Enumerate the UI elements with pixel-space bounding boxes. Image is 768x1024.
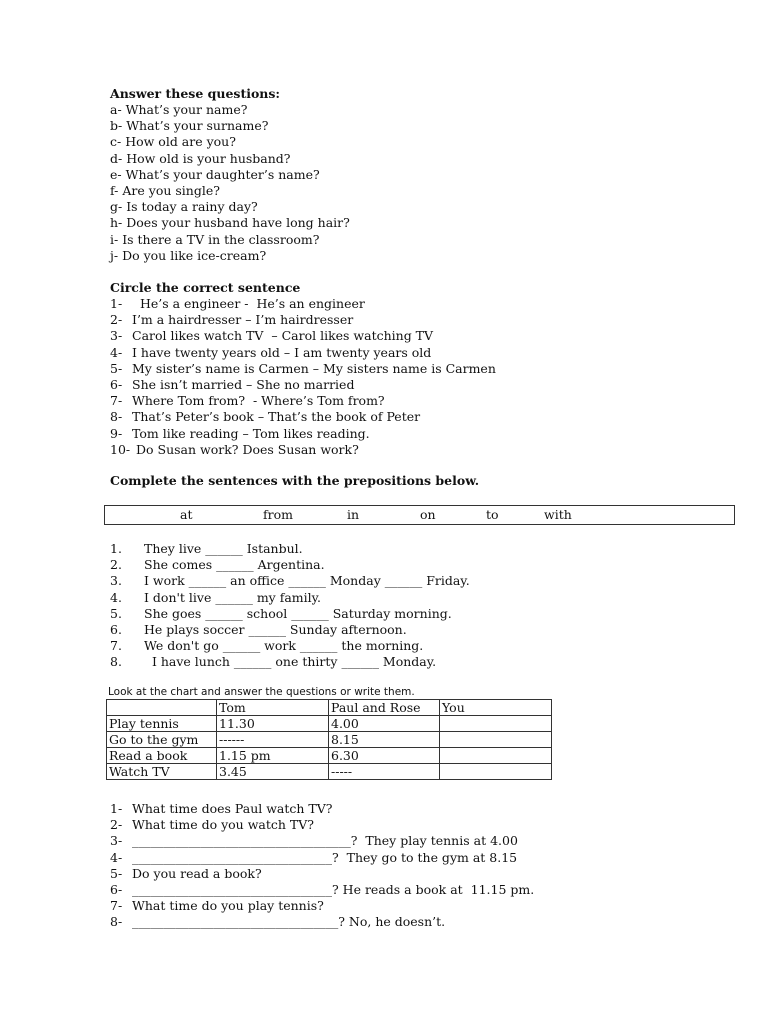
table-row [107, 748, 552, 764]
table-cell: Watch TV [107, 764, 217, 780]
table-cell: 11.30 [217, 716, 329, 732]
item-number: 8. [110, 654, 122, 670]
item-number: 5- [110, 865, 123, 881]
list-item [110, 914, 534, 930]
preposition-word: from [263, 507, 293, 522]
item-number: 2- [110, 312, 123, 328]
item-text: She comes ______ Argentina. [144, 557, 325, 573]
schedule-table [106, 699, 552, 780]
table-cell: 4.00 [329, 716, 440, 732]
item-number: 3. [110, 573, 122, 589]
item-text: She isn’t married – She no married [132, 376, 355, 392]
table-row [107, 716, 552, 732]
item-text: What time do you watch TV? [132, 817, 314, 833]
question-item: e- What’s your daughter’s name? [110, 166, 320, 182]
list-item [110, 426, 496, 442]
table-header-cell: Paul and Rose [329, 700, 440, 716]
item-text: He’s a engineer - He’s an engineer [132, 296, 365, 311]
question-item: f- Are you single? [110, 182, 220, 198]
table-row [107, 764, 552, 780]
item-text: Tom like reading – Tom likes reading. [132, 425, 370, 441]
prepositions-box [104, 505, 735, 525]
item-number: 1. [110, 541, 122, 556]
item-text: I have twenty years old – I am twenty years old [132, 344, 432, 360]
item-number: 8- [110, 409, 123, 425]
list-item [110, 361, 496, 377]
chart-questions-list [110, 801, 534, 931]
table-header-cell: Tom [217, 700, 329, 716]
item-number: 3- [110, 328, 123, 344]
table-cell: Go to the gym [107, 732, 217, 748]
table-cell: 6.30 [329, 748, 440, 764]
table-row [107, 732, 552, 748]
item-number: 4. [110, 589, 122, 605]
item-number: 8- [110, 914, 123, 930]
item-text: He plays soccer ______ Sunday afternoon. [144, 621, 407, 637]
question-item: c- How old are you? [110, 134, 236, 150]
item-text: She goes ______ school ______ Saturday morning. [144, 605, 452, 621]
preposition-word: at [180, 507, 193, 522]
preposition-word: on [420, 507, 436, 522]
item-text: I’m a hairdresser – I’m hairdresser [132, 312, 354, 328]
preposition-word: in [347, 507, 360, 522]
circle-correct-list [110, 296, 496, 458]
question-item: a- What’s your name? [110, 102, 248, 117]
item-text: ________________________________? They go to the gym at 8.15 [132, 849, 518, 865]
item-text: I have lunch ______ one thirty ______ Monday. [144, 654, 437, 670]
item-text: What time does Paul watch TV? [132, 801, 333, 816]
list-item [110, 557, 470, 573]
item-text: What time do you play tennis? [132, 898, 324, 914]
item-text: I work ______ an office ______ Monday ______ Friday. [144, 573, 470, 589]
item-text: ________________________________? He reads a book at 11.15 pm. [132, 881, 535, 897]
table-cell [440, 716, 552, 732]
list-item [110, 590, 470, 606]
list-item [110, 898, 534, 914]
item-text: My sister’s name is Carmen – My sisters name is Carmen [132, 360, 496, 376]
table-cell: ----- [329, 764, 440, 780]
list-item [110, 866, 534, 882]
item-number: 4- [110, 849, 123, 865]
item-text: Carol likes watch TV – Carol likes watching TV [132, 328, 434, 344]
item-text: Where Tom from? - Where’s Tom from? [132, 393, 385, 409]
item-text: ___________________________________? They play tennis at 4.00 [132, 833, 518, 849]
list-item [110, 377, 496, 393]
item-number: 1- [110, 801, 123, 816]
list-item [110, 622, 470, 638]
list-item [110, 654, 470, 670]
item-number: 10- [110, 441, 131, 457]
item-number: 4- [110, 344, 123, 360]
list-item [110, 328, 496, 344]
question-item: i- Is there a TV in the classroom? [110, 231, 320, 247]
item-text: Do you read a book? [132, 865, 262, 881]
list-item [110, 541, 470, 557]
question-item: g- Is today a rainy day? [110, 199, 258, 215]
list-item [110, 850, 534, 866]
item-number: 3- [110, 833, 123, 849]
chart-instruction: Look at the chart and answer the questions or write them. [108, 686, 415, 698]
table-cell: ------ [217, 732, 329, 748]
question-item: h- Does your husband have long hair? [110, 215, 350, 231]
table-cell: Play tennis [107, 716, 217, 732]
item-number: 5- [110, 360, 123, 376]
table-cell [440, 764, 552, 780]
preposition-word: with [544, 507, 572, 522]
table-cell: 8.15 [329, 732, 440, 748]
item-text: We don't go ______ work ______ the morning. [144, 638, 424, 654]
question-item: d- How old is your husband? [110, 150, 291, 166]
item-number: 5. [110, 605, 122, 621]
question-item: b- What’s your surname? [110, 118, 269, 134]
item-text: _________________________________? No, he doesn’t. [132, 914, 446, 930]
section-answer-questions-heading: Answer these questions: [110, 86, 281, 101]
item-number: 9- [110, 425, 123, 441]
table-cell: Read a book [107, 748, 217, 764]
table-header-row [107, 700, 552, 716]
list-item [110, 801, 534, 817]
prepositions-exercise-list [110, 541, 470, 671]
preposition-word: to [486, 507, 499, 522]
section-prepositions-heading: Complete the sentences with the prepositions below. [110, 473, 480, 488]
table-header-cell [107, 700, 217, 716]
item-text: That’s Peter’s book – That’s the book of Peter [132, 409, 421, 425]
item-number: 7- [110, 898, 123, 914]
list-item [110, 573, 470, 589]
table-header-cell: You [440, 700, 552, 716]
item-text: They live ______ Istanbul. [144, 541, 303, 556]
table-cell [440, 732, 552, 748]
item-number: 1- [110, 296, 123, 311]
list-item [110, 345, 496, 361]
list-item [110, 638, 470, 654]
item-number: 2. [110, 557, 122, 573]
list-item [110, 442, 496, 458]
item-number: 6- [110, 376, 123, 392]
table-cell: 1.15 pm [217, 748, 329, 764]
list-item [110, 882, 534, 898]
list-item [110, 833, 534, 849]
list-item [110, 296, 496, 312]
item-number: 6- [110, 881, 123, 897]
table-cell [440, 748, 552, 764]
list-item [110, 393, 496, 409]
list-item [110, 817, 534, 833]
table-cell: 3.45 [217, 764, 329, 780]
item-number: 7. [110, 638, 122, 654]
item-number: 6. [110, 621, 122, 637]
list-item [110, 312, 496, 328]
item-number: 2- [110, 817, 123, 833]
question-item: j- Do you like ice-cream? [110, 247, 267, 263]
item-text: Do Susan work? Does Susan work? [136, 441, 359, 457]
list-item [110, 606, 470, 622]
item-number: 7- [110, 393, 123, 409]
answer-questions-list [110, 102, 350, 264]
item-text: I don't live ______ my family. [144, 589, 322, 605]
section-circle-correct-heading: Circle the correct sentence [110, 280, 301, 295]
list-item [110, 409, 496, 425]
